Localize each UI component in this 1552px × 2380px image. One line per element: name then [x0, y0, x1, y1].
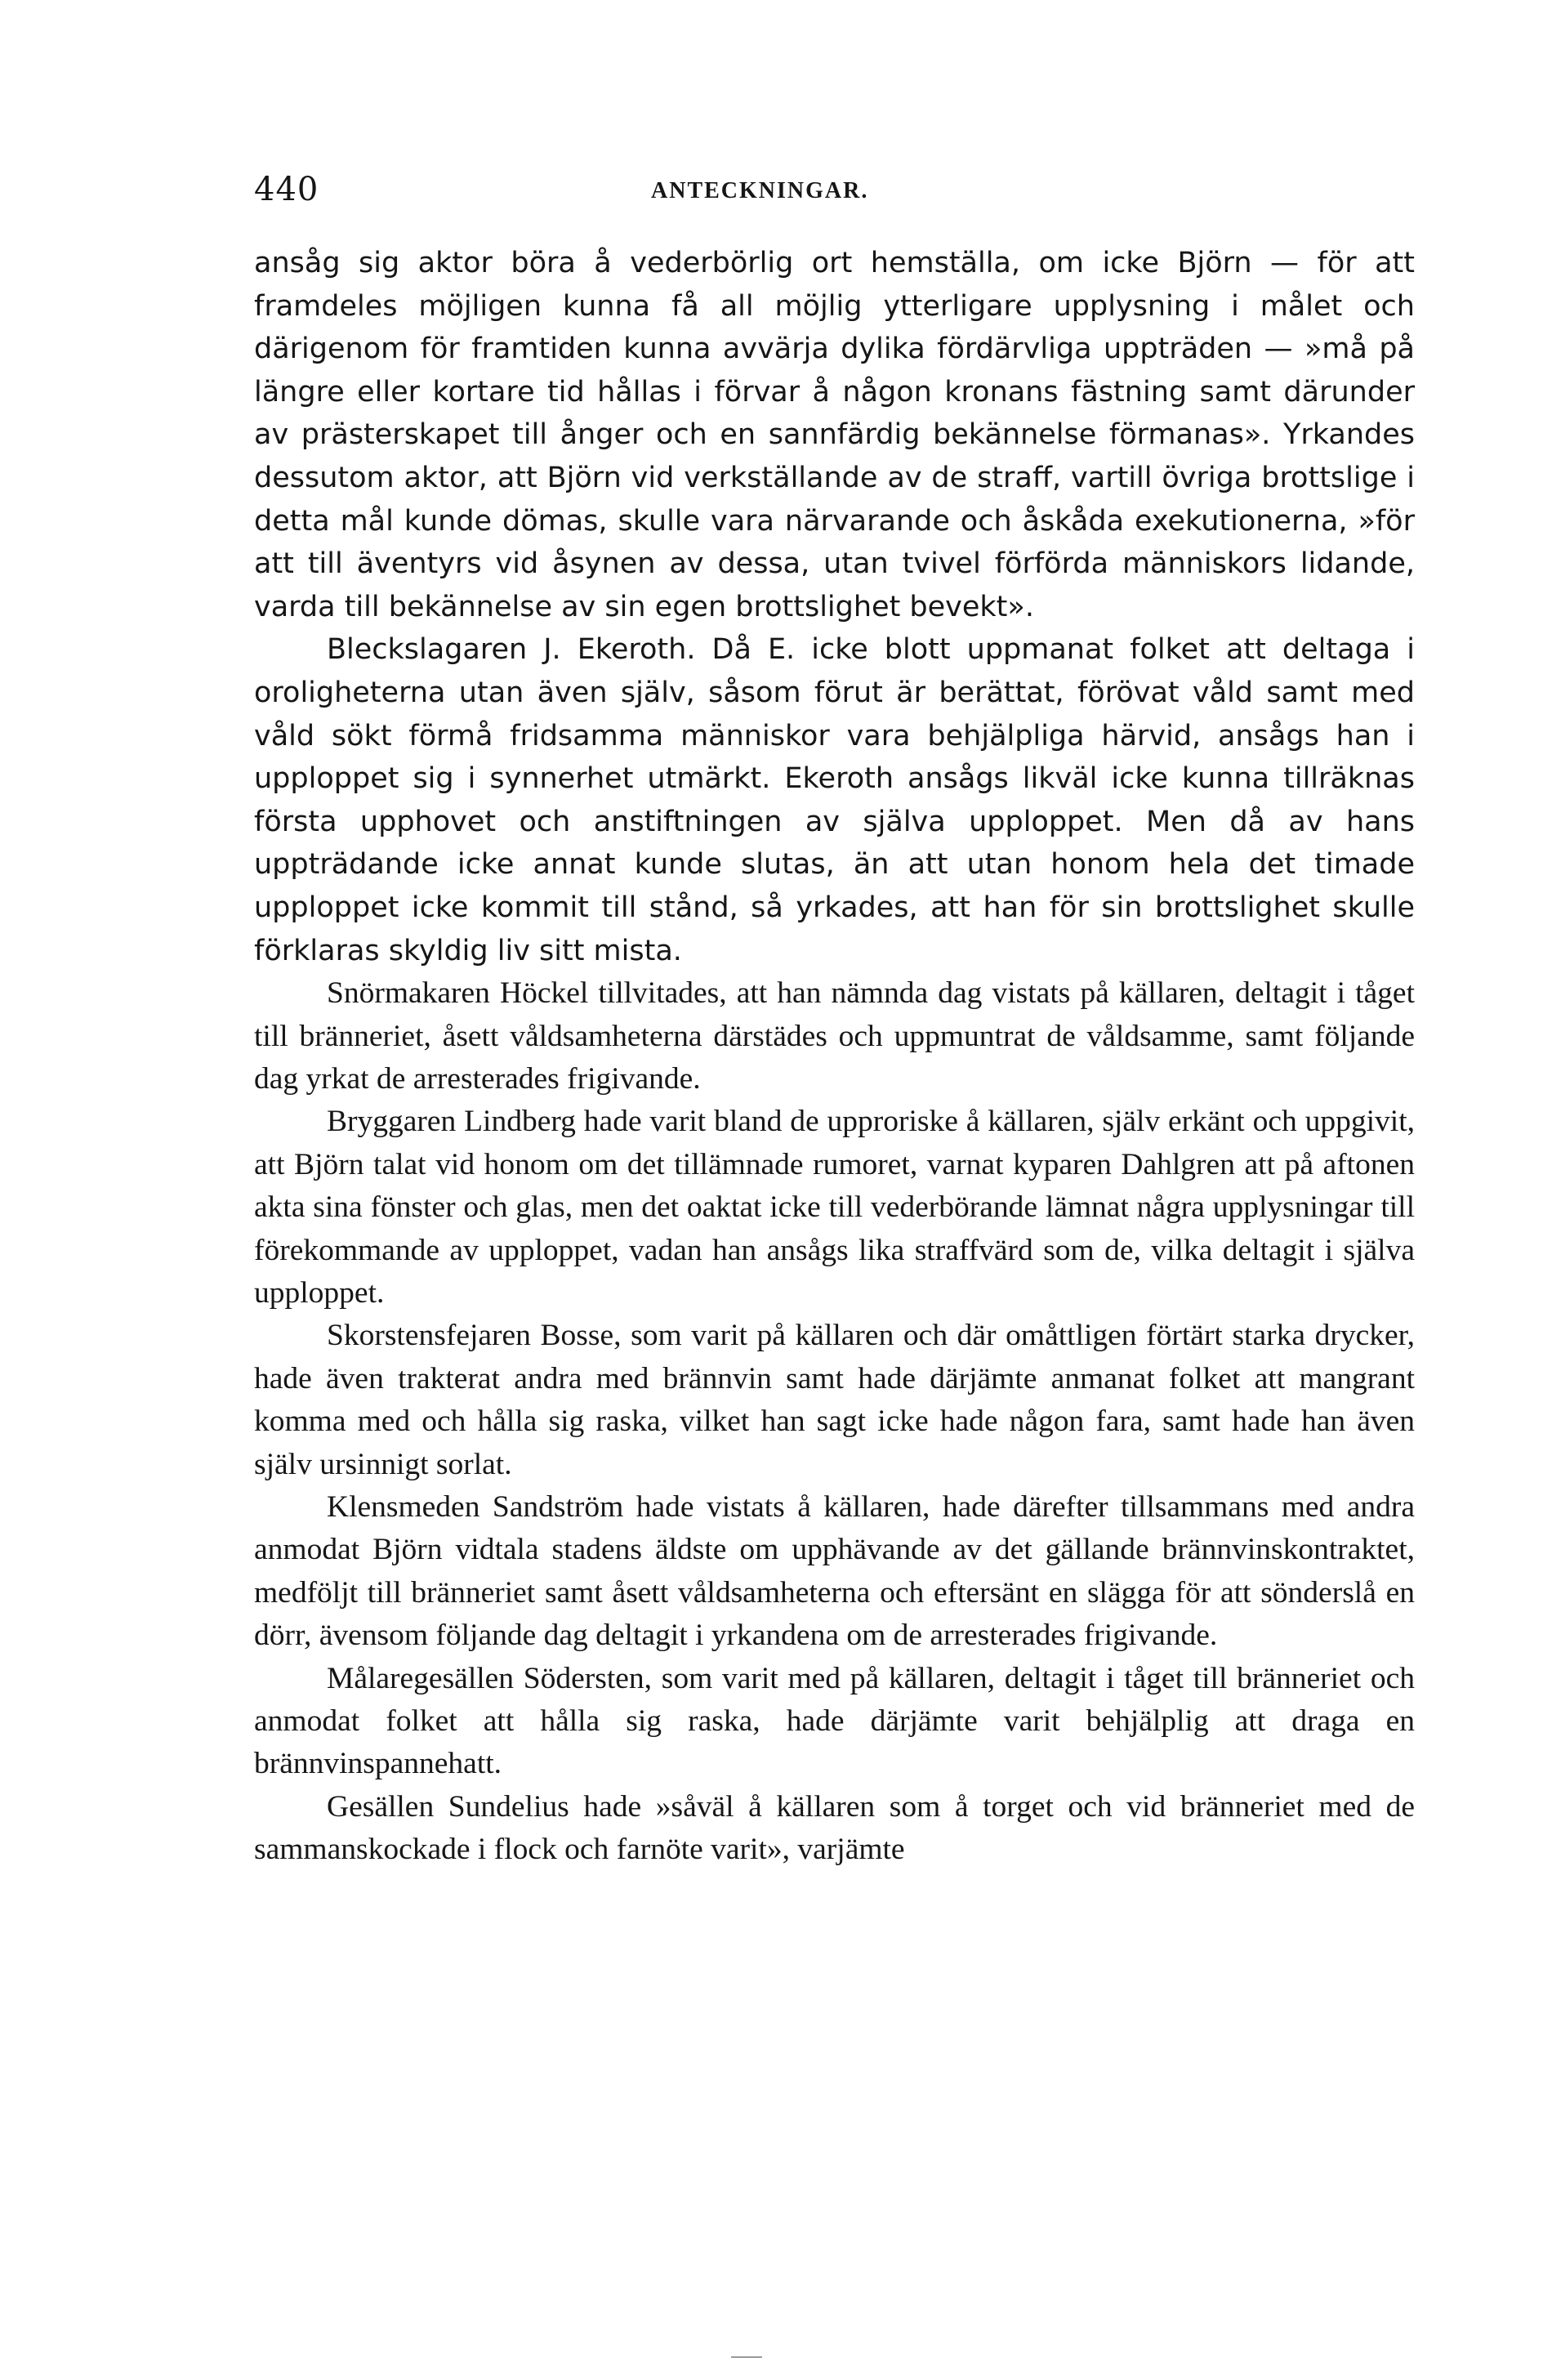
paragraph-sodersten: Målaregesällen Södersten, som varit med på källaren, deltagit i tåget till bränneriet och anmodat folket att hålla sig raska, hade därjämte varit behjälplig att draga en brännvinspannehatt. — [254, 1661, 1415, 1781]
paragraph-sundelius: Gesällen Sundelius hade »såväl å källaren som å torget och vid bränneriet med de sammanskockade i flock och farnöte varit», varjämte — [254, 1789, 1415, 1867]
serif-section — [254, 972, 1415, 1872]
paragraph-hockel: Snörmakaren Höckel tillvitades, att han nämnda dag vistats på källaren, deltagit i tåget till bränneriet, åsett våldsamheterna därstädes och uppmuntrat de våldsamme, samt följande dag yrkat de arresterades frigivande. — [254, 976, 1415, 1096]
bottom-rule-mark — [731, 2356, 762, 2358]
paragraph-sandstrom: Klensmeden Sandström hade vistats å källaren, hade därefter tillsammans med andra anmodat Björn vidtala stadens äldste om upphävande av det gällande brännvinskontraktet, medföljt till bränneriet samt åsett våldsamheterna och eftersänt en slägga för att sönderslå en dörr, ävensom följande dag deltagit i yrkandena om de arresterades frigivande. — [254, 1489, 1415, 1653]
page-number: 440 — [254, 171, 319, 208]
paragraph-aktor-request: ansåg sig aktor böra å vederbörlig ort hemställa, om icke Björn — för att framdeles möjligen kunna få all möjlig ytterligare upplysning i målet och därigenom för framtiden kunna avvärja dylika fördärvliga uppträden — »må på längre eller kortare tid hållas i förvar å någon kronans fästning samt därunder av prästerskapet till ånger och en sannfärdig bekännelse förmanas». Yrkandes dessutom aktor, att Björn vid verkställande av de straff, vartill övriga brottslige i detta mål kunde dömas, skulle vara närvarande och åskåda exekutionerna, »för att till äventyrs vid åsynen av dessa, utan tvivel förförda människors lidande, varda till bekännelse av sin egen brottslighet bevekt». — [254, 247, 1415, 623]
page-header — [254, 170, 1415, 209]
body-text — [254, 242, 1415, 1872]
paragraph-lindberg: Bryggaren Lindberg hade varit bland de upproriske å källaren, själv erkänt och uppgivit, att Björn talat vid honom om det tillämnade rumoret, varnat kyparen Dahlgren att på aftonen akta sina fönster och glas, men det oaktat icke till vederbörande lämnat några upplysningar till förekommande av upploppet, vadan han ansågs lika straffvärd som de, vilka deltagit i själva upploppet. — [254, 1105, 1415, 1310]
paragraph-bosse: Skorstensfejaren Bosse, som varit på källaren och där omåttligen förtärt starka drycker, hade även trakterat andra med brännvin samt hade därjämte anmanat folket att mangrant komma med och hålla sig raska, vilket han sagt icke hade någon fara, samt hade han även själv ursinnigt sorlat. — [254, 1319, 1415, 1481]
running-title: ANTECKNINGAR. — [651, 178, 869, 203]
paragraph-ekeroth: Bleckslagaren J. Ekeroth. Då E. icke blott uppmanat folket att deltaga i oroligheterna utan även själv, såsom förut är berättat, förövat våld samt med våld sökt förmå fridsamma människor vara behjälpliga härvid, ansågs han i upploppet sig i synnerhet utmärkt. Ekeroth ansågs likväl icke kunna tillräknas första upphovet och anstiftningen av själva upploppet. Men då av hans uppträdande icke annat kunde slutas, än att utan honom hela det timade upploppet icke kommit till stånd, så yrkades, att han för sin brottslighet skulle förklaras skyldig liv sitt mista. — [254, 633, 1415, 967]
